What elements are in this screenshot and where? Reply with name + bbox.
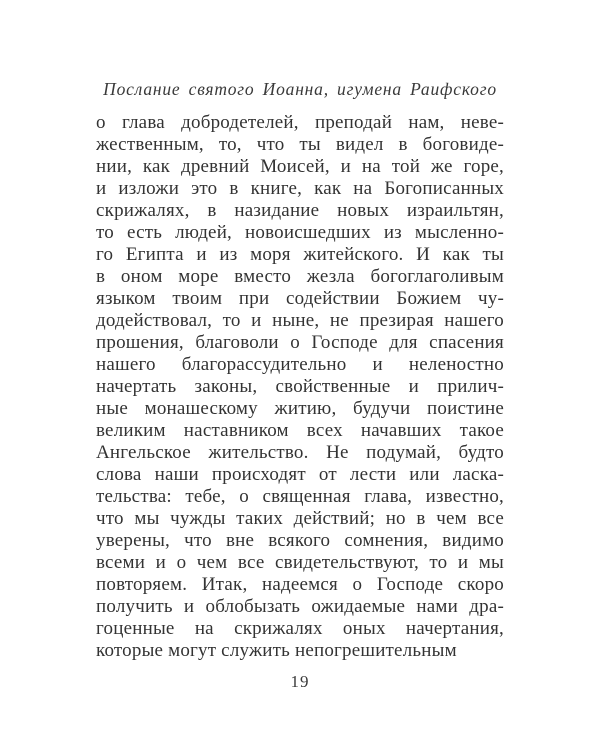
body-text-line: языком твоим при содействии Божием чу- [96, 288, 504, 309]
body-text-line: слова наши происходят от лести или ласка- [96, 464, 504, 485]
body-text-line: Ангельское жительство. Не подумай, будто [96, 442, 504, 463]
body-text-line: прошения, благоволи о Господе для спасения [96, 332, 504, 353]
body-text-line: в оном море вместо жезла богоглаголивым [96, 266, 504, 287]
body-text [96, 112, 504, 662]
body-text-line: скрижалях, в назидание новых израильтян, [96, 200, 504, 221]
body-text-line: нии, как древний Моисей, и на той же горе, [96, 156, 504, 177]
body-text-line: нашего благорассудительно и неленостно [96, 354, 504, 375]
body-text-line: додействовал, то и ныне, не презирая нашего [96, 310, 504, 331]
body-text-line: начертать законы, свойственные и прилич- [96, 376, 504, 397]
body-text-line: гоценные на скрижалях оных начертания, [96, 618, 504, 639]
running-head: Послание святого Иоанна, игумена Раифского [103, 79, 497, 99]
body-text-line: ные монашескому житию, будучи поистине [96, 398, 504, 419]
body-text-line: всеми и о чем все свидетельствуют, то и мы [96, 552, 504, 573]
page-number: 19 [290, 672, 310, 691]
body-text-line: повторяем. Итак, надеемся о Господе скоро [96, 574, 504, 595]
body-text-line: уверены, что вне всякого сомнения, видимо [96, 530, 504, 551]
body-text-line: то есть людей, новоисшедших из мысленно- [96, 222, 504, 243]
body-text-line: го Египта и из моря житейского. И как ты [96, 244, 504, 265]
body-text-line: тельства: тебе, о священная глава, известно, [96, 486, 504, 507]
body-text-line: что мы чужды таких действий; но в чем все [96, 508, 504, 529]
body-text-line: и изложи это в книге, как на Богописанных [96, 178, 504, 199]
body-text-line: получить и облобызать ожидаемые нами дра- [96, 596, 504, 617]
body-text-line: великим наставником всех начавших такое [96, 420, 504, 441]
body-text-line: жественным, то, что ты видел в боговиде- [96, 134, 504, 155]
body-text-line: которые могут служить непогрешительным [96, 640, 457, 661]
body-text-line: о глава добродетелей, преподай нам, неве- [96, 112, 504, 133]
